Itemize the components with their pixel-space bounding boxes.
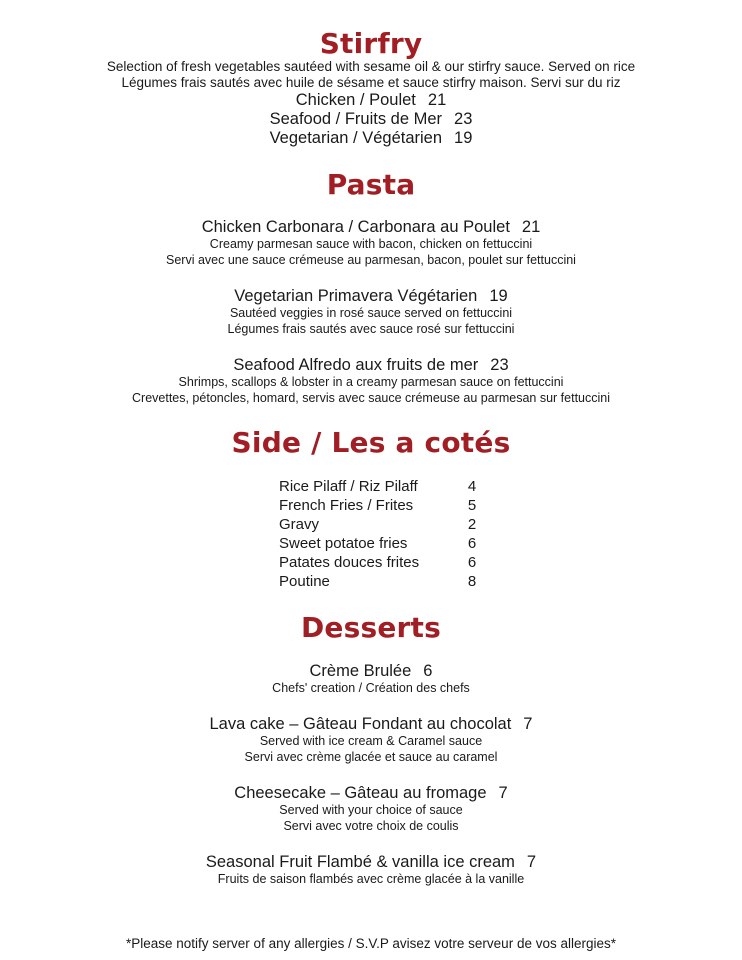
dessert-item-description-en: Served with your choice of sauce xyxy=(279,803,463,817)
pasta-item-description-fr: Crevettes, pétoncles, homard, servis avec sauce crémeuse au parmesan sur fettuccini xyxy=(132,391,610,405)
pasta-heading: Pasta xyxy=(326,168,416,201)
pasta-item-price: 21 xyxy=(521,218,541,236)
side-item xyxy=(279,534,479,553)
pasta-item-description-fr: Servi avec une sauce crémeuse au parmesan, bacon, poulet sur fettuccini xyxy=(166,253,576,267)
dessert-item-name: Seasonal Fruit Flambé & vanilla ice cream xyxy=(205,853,515,871)
dessert-item-price: 7 xyxy=(523,715,533,733)
side-item-name: Poutine xyxy=(279,573,330,590)
dessert-item-name: Lava cake – Gâteau Fondant au chocolat xyxy=(209,715,512,733)
sides-list xyxy=(279,477,479,591)
stirfry-description-fr: Légumes frais sautés avec huile de sésame et sauce stirfry maison. Servi sur du riz xyxy=(121,75,621,90)
desserts-heading: Desserts xyxy=(300,611,441,644)
stirfry-heading: Stirfry xyxy=(319,27,423,60)
stirfry-option-name: Vegetarian / Végétarien xyxy=(269,129,443,147)
side-item xyxy=(279,496,479,515)
side-item xyxy=(279,572,479,591)
dessert-item-description-en: Chefs' creation / Création des chefs xyxy=(272,681,470,695)
side-item-price: 8 xyxy=(467,573,477,590)
pasta-item-name: Chicken Carbonara / Carbonara au Poulet xyxy=(201,218,510,236)
side-item-price: 4 xyxy=(467,478,477,495)
side-item xyxy=(279,553,479,572)
dessert-item-description-fr: Servi avec crème glacée et sauce au caramel xyxy=(244,750,498,764)
side-item-name: Patates douces frites xyxy=(279,554,420,571)
side-item-price: 6 xyxy=(467,535,477,552)
side-item xyxy=(279,515,479,534)
side-item-name: French Fries / Frites xyxy=(279,497,414,514)
side-item xyxy=(279,477,479,496)
dessert-item-name-line xyxy=(0,784,742,803)
dessert-item-description-en: Served with ice cream & Caramel sauce xyxy=(259,734,483,748)
pasta-item-description-en: Creamy parmesan sauce with bacon, chicken on fettuccini xyxy=(209,237,533,251)
dessert-item-name: Cheesecake – Gâteau au fromage xyxy=(234,784,487,802)
pasta-item-name: Seafood Alfredo aux fruits de mer xyxy=(233,356,479,374)
pasta-item-price: 19 xyxy=(489,287,508,305)
stirfry-option-price: 21 xyxy=(427,91,447,109)
side-item-name: Sweet potatoe fries xyxy=(279,535,408,552)
stirfry-option-name: Seafood / Fruits de Mer xyxy=(269,110,443,128)
sides-heading: Side / Les a cotés xyxy=(231,426,511,459)
dessert-item-name: Crème Brulée xyxy=(309,662,412,680)
pasta-item-name-line xyxy=(0,287,742,306)
pasta-item-description-en: Sautéed veggies in rosé sauce served on fettuccini xyxy=(229,306,513,320)
side-item-price: 2 xyxy=(467,516,477,533)
pasta-item-price: 23 xyxy=(490,356,509,374)
dessert-item-price: 6 xyxy=(423,662,433,680)
dessert-item-name-line xyxy=(0,715,742,734)
dessert-item-price: 7 xyxy=(526,853,537,871)
dessert-item-name-line xyxy=(0,853,742,872)
stirfry-option xyxy=(0,110,742,129)
dessert-item-description-en: Fruits de saison flambés avec crème glacée à la vanille xyxy=(217,872,525,886)
dessert-item-name-line xyxy=(0,662,742,681)
side-item-price: 6 xyxy=(467,554,477,571)
side-item-name: Gravy xyxy=(279,516,320,533)
stirfry-option xyxy=(0,91,742,110)
dessert-item-description-fr: Servi avec votre choix de coulis xyxy=(283,819,459,833)
pasta-item-name-line xyxy=(0,356,742,375)
stirfry-option-price: 19 xyxy=(454,129,473,147)
stirfry-description-en: Selection of fresh vegetables sautéed with sesame oil & our stirfry sauce. Served on rice xyxy=(106,59,636,74)
stirfry-option-price: 23 xyxy=(454,110,473,128)
pasta-item-description-fr: Légumes frais sautés avec sauce rosé sur fettuccini xyxy=(227,322,515,336)
pasta-item-description-en: Shrimps, scallops & lobster in a creamy parmesan sauce on fettuccini xyxy=(178,375,564,389)
stirfry-option-name: Chicken / Poulet xyxy=(295,91,416,109)
side-item-name: Rice Pilaff / Riz Pilaff xyxy=(279,478,418,495)
pasta-item-name: Vegetarian Primavera Végétarien xyxy=(234,287,478,305)
allergy-notice: *Please notify server of any allergies / S.V.P avisez votre serveur de vos allergies* xyxy=(126,936,616,951)
side-item-price: 5 xyxy=(467,497,477,514)
stirfry-option xyxy=(0,129,742,148)
pasta-item-name-line xyxy=(0,218,742,237)
dessert-item-price: 7 xyxy=(498,784,508,802)
